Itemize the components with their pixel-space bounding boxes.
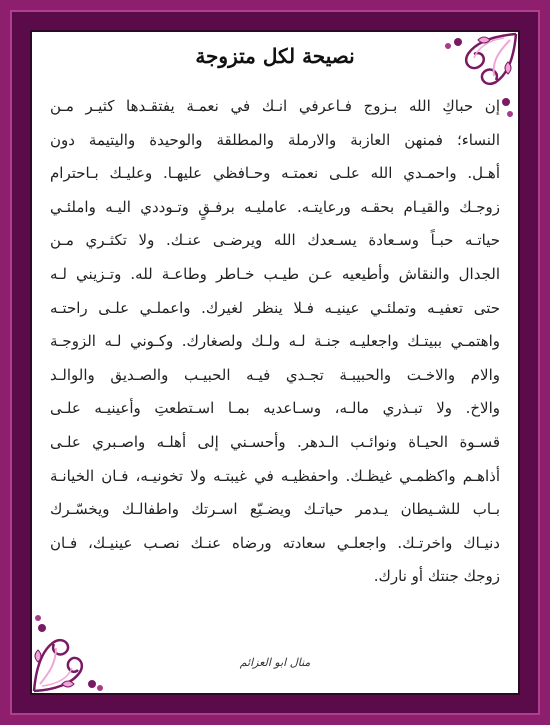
paragraph-line: إن حباكِ الله بـزوج فـاعرفي انـك في نعمـة يفتقـدها كثيـر مـن xyxy=(50,97,500,115)
advice-paragraph xyxy=(50,90,500,594)
paragraph-line: قسـوة الحيـاة ونوائـب الـدهر. وأحسـني إلى أهلـه واصـبري علـى xyxy=(50,432,500,451)
paragraph-line: أهـل. واحمـدي الله علـى نعمتـه وحـافظي عليهـا. وعليـك بـاحترام xyxy=(50,164,500,183)
paragraph-line: دنيـاك واخرتـك. واجعلـي سعادته ورضاه عنـك نصـب عينيـك، فـان xyxy=(50,533,500,552)
document-page xyxy=(30,30,520,695)
paragraph-line: أذاهـم واكظمـي غيظـك. واحفظيـه في غيبتـه ولا تخونيـه، فـان الخيانـة xyxy=(50,466,500,485)
floral-corner-ornament-icon xyxy=(32,598,107,693)
document-title: نصيحة لكل متزوجة xyxy=(195,44,355,68)
paragraph-line: واهتمـي ببيتـك واجعليـه جنـة لـه ولـك ولصغارك. وكـوني لـه الزوجـة xyxy=(50,332,500,351)
author-signature: منال ابو العزائم xyxy=(239,656,311,669)
paragraph-line: حياتـه حبـاً وسـعادة يسـعدك الله ويرضـى عنـك. ولا تكثـري مـن xyxy=(50,231,500,250)
paragraph-line: والاخ. ولا تبـذري مالـه، وسـاعديه بمـا اسـتطعتِ وأعينيـه علـى xyxy=(50,399,500,418)
paragraph-line: والام والاخـت والحبيبـة تجـدي فيـه الحبيـب والصـديق والوالـد xyxy=(50,365,500,384)
paragraph-line: الجدال والنقاش وأطيعيه عـن طيـب خـاطر وطاعـة لله. وتـزيني لـه xyxy=(50,264,500,283)
paragraph-line: زوجك جنتك أو نارك. xyxy=(373,567,500,586)
paragraph-line: بـاب للشـيطان يـدمر حياتـك ويضـيّع اسـرتك واطفالـك ويخسّـرك xyxy=(50,500,500,519)
paragraph-line: حتى تعفيـه وتملئـي عينيـه فـلا ينظر لغيرك. واعملـي علـى راحتـه xyxy=(50,298,500,317)
paragraph-line: زوجـك والقيـام بحقـه ورعايتـه. عامليـه برفـقٍ وتـوددي اليـه واملئـي xyxy=(50,197,500,216)
paragraph-line: النساء؛ فمنهن العازبة والارملة والمطلقة والوحيدة واليتيمة دون xyxy=(50,130,500,149)
